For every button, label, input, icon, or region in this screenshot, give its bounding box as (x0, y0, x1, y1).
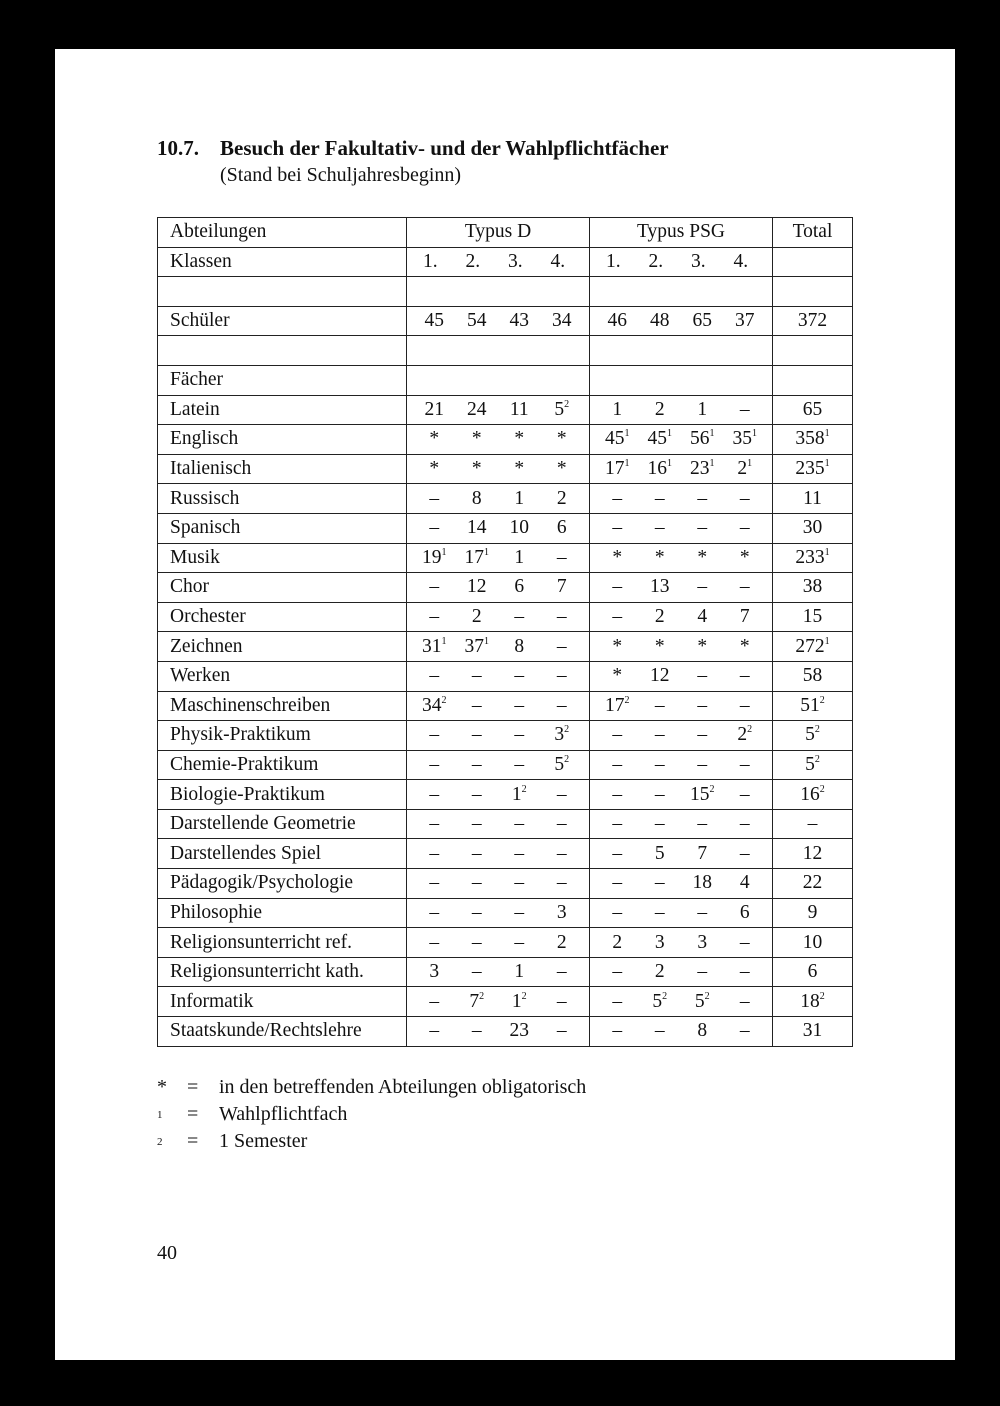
subjects-table (157, 217, 853, 1047)
cell-psg-4: – (739, 694, 750, 716)
cell-psg-1: * (612, 546, 623, 568)
cell-psg-3: 7 (697, 842, 708, 864)
cell-d-4: 3 (556, 901, 567, 923)
cell-psg-3: $15^2$ (690, 783, 715, 805)
cell-d-2: * (471, 428, 482, 450)
cell-d-1: – (429, 724, 440, 746)
cell-d-3: 6 (514, 576, 525, 598)
cell-psg-2: – (654, 517, 665, 539)
cell-psg-2: * (654, 546, 665, 568)
cell-d-4: – (556, 546, 567, 568)
cell-d-4: – (556, 635, 567, 657)
cell-d-1: * (429, 458, 440, 480)
table-row (158, 809, 853, 839)
header-total: Total (773, 218, 853, 248)
cell-d-1: – (429, 813, 440, 835)
cell-d-1: – (429, 753, 440, 775)
legend-symbol: * (157, 1076, 167, 1098)
cell-d-1: – (429, 517, 440, 539)
table-row (158, 1017, 853, 1047)
cell-d-3: – (514, 901, 525, 923)
cell-d-1: – (429, 872, 440, 894)
cell-d-4: 2 (556, 487, 567, 509)
page-number: 40 (157, 1242, 177, 1264)
legend-text: Wahlpflichtfach (219, 1103, 348, 1125)
cell-d-2: – (471, 813, 482, 835)
table-header-row (158, 218, 853, 248)
subject-label: Staatskunde/Rechtslehre (158, 1017, 407, 1047)
cell-psg-1: – (612, 576, 623, 598)
cell-psg-2: 13 (650, 576, 670, 598)
table-row (158, 691, 853, 721)
cell-d-4: – (556, 872, 567, 894)
cell-d-3: – (514, 694, 525, 716)
subject-label: Philosophie (158, 898, 407, 928)
subject-label: Russisch (158, 484, 407, 514)
cell-psg-1: $17^1$ (605, 458, 630, 480)
cell-d-2: 2 (471, 606, 482, 628)
cell-psg-4: – (739, 961, 750, 983)
cell-psg-1: * (612, 635, 623, 657)
subject-label: Orchester (158, 602, 407, 632)
table-row (158, 750, 853, 780)
subject-label: Chor (158, 573, 407, 603)
cell-total: $272^1$ (773, 632, 853, 662)
cell-d-4: – (556, 813, 567, 835)
cell-d-4: * (556, 428, 567, 450)
cell-d-1: – (429, 487, 440, 509)
cell-psg-2: 12 (650, 665, 670, 687)
cell-d-1: * (429, 428, 440, 450)
cell-psg-1: – (612, 901, 623, 923)
cell-d-4: 7 (556, 576, 567, 598)
cell-d-2: – (471, 783, 482, 805)
cell-d-3: 1 (514, 961, 525, 983)
cell-psg-3: – (697, 961, 708, 983)
table-row (158, 721, 853, 751)
cell-psg-4: $2^1$ (737, 458, 753, 480)
legend-item (157, 1074, 586, 1101)
cell-psg-1: – (612, 872, 623, 894)
cell-d-3: – (514, 665, 525, 687)
cell-d-2: – (471, 694, 482, 716)
cell-psg-2: 5 (654, 842, 665, 864)
cell-d-4: – (556, 1020, 567, 1042)
schueler-psg-3: 65 (692, 310, 712, 332)
cell-d-3: – (514, 724, 525, 746)
table-row (158, 454, 853, 484)
cell-psg-4: – (739, 665, 750, 687)
cell-psg-4: * (739, 546, 750, 568)
cell-d-1: $31^1$ (422, 635, 447, 657)
cell-psg-3: 8 (697, 1020, 708, 1042)
klassen-label: Klassen (158, 247, 407, 277)
cell-d-1: $19^1$ (422, 546, 447, 568)
cell-psg-2: – (654, 487, 665, 509)
cell-d-2: – (471, 753, 482, 775)
cell-d-2: – (471, 961, 482, 983)
schueler-psg-2: 48 (650, 310, 670, 332)
cell-d-2: 24 (467, 398, 487, 420)
schueler-row (158, 306, 853, 336)
cell-psg-1: – (612, 813, 623, 835)
subject-label: Zeichnen (158, 632, 407, 662)
section-number: 10.7. (157, 136, 199, 160)
cell-total: – (773, 809, 853, 839)
cell-psg-2: – (654, 813, 665, 835)
cell-psg-3: – (697, 901, 708, 923)
cell-psg-2: 2 (654, 606, 665, 628)
cell-psg-1: – (612, 990, 623, 1012)
header-typus-psg: Typus PSG (590, 218, 773, 248)
subject-label: Religionsunterricht kath. (158, 957, 407, 987)
table-row (158, 869, 853, 899)
cell-psg-2: – (654, 694, 665, 716)
cell-d-4: – (556, 990, 567, 1012)
cell-d-4: – (556, 606, 567, 628)
table-row (158, 632, 853, 662)
cell-d-4: $5^2$ (554, 753, 570, 775)
cell-psg-3: * (697, 635, 708, 657)
cell-psg-4: 6 (739, 901, 750, 923)
klassen-row (158, 247, 853, 277)
schueler-d-4: 34 (552, 310, 572, 332)
table-row (158, 573, 853, 603)
cell-total: 31 (773, 1017, 853, 1047)
table-row (158, 484, 853, 514)
subject-label: Religionsunterricht ref. (158, 928, 407, 958)
subject-label: Musik (158, 543, 407, 573)
cell-psg-1: – (612, 753, 623, 775)
subject-label: Latein (158, 395, 407, 425)
table-row (158, 425, 853, 455)
cell-psg-3: – (697, 487, 708, 509)
cell-psg-3: – (697, 517, 708, 539)
cell-d-1: 3 (429, 961, 440, 983)
klasse-d-2: 2. (465, 250, 481, 272)
cell-total: $235^1$ (773, 454, 853, 484)
cell-d-4: – (556, 694, 567, 716)
cell-d-3: – (514, 606, 525, 628)
cell-psg-4: 7 (739, 606, 750, 628)
spacer-row (158, 277, 853, 307)
cell-d-2: – (471, 1020, 482, 1042)
cell-psg-4: $2^2$ (737, 724, 753, 746)
cell-psg-2: – (654, 872, 665, 894)
cell-d-4: – (556, 665, 567, 687)
cell-psg-1: – (612, 783, 623, 805)
cell-psg-1: – (612, 961, 623, 983)
cell-d-4: * (556, 458, 567, 480)
cell-psg-4: $35^1$ (732, 428, 757, 450)
subject-label: Chemie-Praktikum (158, 750, 407, 780)
document-page (55, 49, 955, 1360)
schueler-psg-4: 37 (735, 310, 755, 332)
schueler-psg-1: 46 (607, 310, 627, 332)
cell-d-3: – (514, 931, 525, 953)
subject-label: Spanisch (158, 513, 407, 543)
legend-equals: = (187, 1130, 199, 1152)
schueler-d-1: 45 (424, 310, 444, 332)
cell-d-1: – (429, 606, 440, 628)
cell-psg-1: $45^1$ (605, 428, 630, 450)
legend-symbol: 1 (157, 1108, 163, 1121)
cell-psg-3: 4 (697, 606, 708, 628)
faecher-row (158, 365, 853, 395)
subject-label: Informatik (158, 987, 407, 1017)
cell-psg-4: 4 (739, 872, 750, 894)
cell-d-2: 12 (467, 576, 487, 598)
subject-label: Italienisch (158, 454, 407, 484)
cell-psg-3: * (697, 546, 708, 568)
cell-d-2: $7^2$ (469, 990, 485, 1012)
cell-psg-4: – (739, 1020, 750, 1042)
schueler-d-3: 43 (509, 310, 529, 332)
cell-d-2: – (471, 931, 482, 953)
cell-psg-3: $23^1$ (690, 458, 715, 480)
cell-psg-2: 2 (654, 961, 665, 983)
cell-total: $5^2$ (773, 750, 853, 780)
cell-psg-3: 3 (697, 931, 708, 953)
cell-d-3: 8 (514, 635, 525, 657)
cell-psg-3: – (697, 694, 708, 716)
cell-total: $16^2$ (773, 780, 853, 810)
table-row (158, 898, 853, 928)
cell-psg-4: – (739, 990, 750, 1012)
klasse-d-1: 1. (423, 250, 438, 272)
legend-symbol: 2 (157, 1135, 163, 1148)
cell-d-1: – (429, 990, 440, 1012)
legend-item (157, 1128, 586, 1155)
table-row (158, 928, 853, 958)
cell-d-4: 6 (556, 517, 567, 539)
header-abteilungen: Abteilungen (158, 218, 407, 248)
cell-d-1: – (429, 783, 440, 805)
cell-total: 12 (773, 839, 853, 869)
cell-psg-1: – (612, 487, 623, 509)
cell-psg-2: 3 (654, 931, 665, 953)
table-row (158, 987, 853, 1017)
klasse-psg-2: 2. (648, 250, 664, 272)
cell-d-2: $37^1$ (464, 635, 489, 657)
cell-psg-2: $16^1$ (647, 458, 672, 480)
cell-psg-4: – (739, 842, 750, 864)
cell-psg-1: – (612, 724, 623, 746)
cell-total: 38 (773, 573, 853, 603)
section-heading (157, 136, 669, 187)
cell-psg-3: 18 (692, 872, 712, 894)
cell-d-2: – (471, 872, 482, 894)
cell-d-3: 11 (509, 398, 529, 420)
cell-d-2: 14 (467, 517, 487, 539)
subject-label: Darstellende Geometrie (158, 809, 407, 839)
cell-d-3: 1 (514, 546, 525, 568)
klasse-psg-1: 1. (606, 250, 621, 272)
cell-psg-1: $17^2$ (605, 694, 630, 716)
cell-d-1: 21 (424, 398, 444, 420)
schueler-d-2: 54 (467, 310, 487, 332)
cell-total: $5^2$ (773, 721, 853, 751)
cell-psg-1: * (612, 665, 623, 687)
klasse-d-3: 3. (508, 250, 523, 272)
cell-d-1: – (429, 901, 440, 923)
cell-d-1: – (429, 1020, 440, 1042)
cell-d-1: – (429, 665, 440, 687)
legend-text: in den betreffenden Abteilungen obligatorisch (219, 1076, 587, 1098)
cell-psg-3: 1 (697, 398, 708, 420)
cell-d-2: 8 (471, 487, 482, 509)
cell-d-1: – (429, 931, 440, 953)
cell-psg-2: – (654, 753, 665, 775)
cell-psg-1: – (612, 1020, 623, 1042)
table-row (158, 602, 853, 632)
cell-d-3: – (514, 872, 525, 894)
header-typus-d: Typus D (407, 218, 590, 248)
cell-d-2: – (471, 665, 482, 687)
cell-psg-1: – (612, 517, 623, 539)
section-subtitle: (Stand bei Schuljahresbeginn) (220, 164, 462, 186)
cell-d-2: – (471, 901, 482, 923)
cell-psg-1: – (612, 842, 623, 864)
cell-total: $358^1$ (773, 425, 853, 455)
cell-d-3: – (514, 813, 525, 835)
cell-psg-2: $5^2$ (652, 990, 668, 1012)
cell-d-4: $3^2$ (554, 724, 570, 746)
table-row (158, 395, 853, 425)
table-row (158, 839, 853, 869)
cell-d-3: * (514, 458, 525, 480)
cell-psg-3: – (697, 724, 708, 746)
cell-psg-3: – (697, 576, 708, 598)
cell-total: $233^1$ (773, 543, 853, 573)
cell-psg-4: – (739, 517, 750, 539)
subject-label: Biologie-Praktikum (158, 780, 407, 810)
legend-text: 1 Semester (219, 1130, 308, 1152)
cell-psg-4: – (739, 576, 750, 598)
cell-psg-1: – (612, 606, 623, 628)
cell-psg-3: $56^1$ (690, 428, 715, 450)
cell-psg-2: – (654, 783, 665, 805)
cell-psg-4: – (739, 398, 750, 420)
cell-d-4: – (556, 783, 567, 805)
cell-psg-1: 2 (612, 931, 623, 953)
cell-d-3: 23 (509, 1020, 529, 1042)
cell-psg-2: – (654, 901, 665, 923)
cell-psg-4: – (739, 813, 750, 835)
table-row (158, 780, 853, 810)
cell-total: 11 (773, 484, 853, 514)
cell-total: 65 (773, 395, 853, 425)
legend-equals: = (187, 1103, 199, 1125)
cell-psg-2: – (654, 724, 665, 746)
cell-d-3: – (514, 842, 525, 864)
klasse-psg-3: 3. (691, 250, 706, 272)
cell-psg-3: – (697, 665, 708, 687)
subject-label: Pädagogik/Psychologie (158, 869, 407, 899)
cell-d-2: – (471, 842, 482, 864)
faecher-label: Fächer (158, 365, 407, 395)
cell-total: 6 (773, 957, 853, 987)
legend-equals: = (187, 1076, 199, 1098)
cell-d-4: – (556, 842, 567, 864)
cell-total: 22 (773, 869, 853, 899)
cell-d-3: $1^2$ (511, 783, 527, 805)
cell-total: 30 (773, 513, 853, 543)
legend-item (157, 1101, 586, 1128)
cell-total: 10 (773, 928, 853, 958)
klasse-psg-4: 4. (733, 250, 749, 272)
cell-d-3: 1 (514, 487, 525, 509)
cell-d-4: 2 (556, 931, 567, 953)
cell-d-2: * (471, 458, 482, 480)
cell-psg-4: – (739, 487, 750, 509)
cell-d-2: – (471, 724, 482, 746)
cell-d-3: 10 (509, 517, 529, 539)
subject-label: Physik-Praktikum (158, 721, 407, 751)
subject-label: Werken (158, 661, 407, 691)
cell-psg-3: – (697, 753, 708, 775)
cell-d-3: – (514, 753, 525, 775)
table-row (158, 513, 853, 543)
table-row (158, 957, 853, 987)
cell-psg-4: – (739, 783, 750, 805)
cell-psg-2: 2 (654, 398, 665, 420)
schueler-total: 372 (773, 306, 853, 336)
cell-d-3: * (514, 428, 525, 450)
cell-psg-2: $45^1$ (647, 428, 672, 450)
klasse-d-4: 4. (550, 250, 566, 272)
cell-psg-4: – (739, 753, 750, 775)
cell-psg-1: 1 (612, 398, 623, 420)
subject-label: Darstellendes Spiel (158, 839, 407, 869)
cell-total: 15 (773, 602, 853, 632)
cell-total: $18^2$ (773, 987, 853, 1017)
cell-total: 9 (773, 898, 853, 928)
cell-d-3: $1^2$ (511, 990, 527, 1012)
section-title: Besuch der Fakultativ- und der Wahlpflichtfächer (220, 136, 669, 160)
cell-psg-3: $5^2$ (694, 990, 710, 1012)
cell-psg-4: – (739, 931, 750, 953)
cell-d-1: – (429, 576, 440, 598)
spacer-row (158, 336, 853, 366)
subject-label: Englisch (158, 425, 407, 455)
cell-psg-2: * (654, 635, 665, 657)
cell-d-1: $34^2$ (422, 694, 447, 716)
subject-label: Maschinenschreiben (158, 691, 407, 721)
cell-d-4: – (556, 961, 567, 983)
schueler-label: Schüler (158, 306, 407, 336)
legend (157, 1074, 586, 1155)
cell-d-4: $5^2$ (554, 398, 570, 420)
table-row (158, 543, 853, 573)
cell-psg-3: – (697, 813, 708, 835)
cell-d-1: – (429, 842, 440, 864)
table-row (158, 661, 853, 691)
cell-psg-4: * (739, 635, 750, 657)
cell-total: $51^2$ (773, 691, 853, 721)
cell-psg-2: – (654, 1020, 665, 1042)
cell-d-2: $17^1$ (464, 546, 489, 568)
cell-total: 58 (773, 661, 853, 691)
